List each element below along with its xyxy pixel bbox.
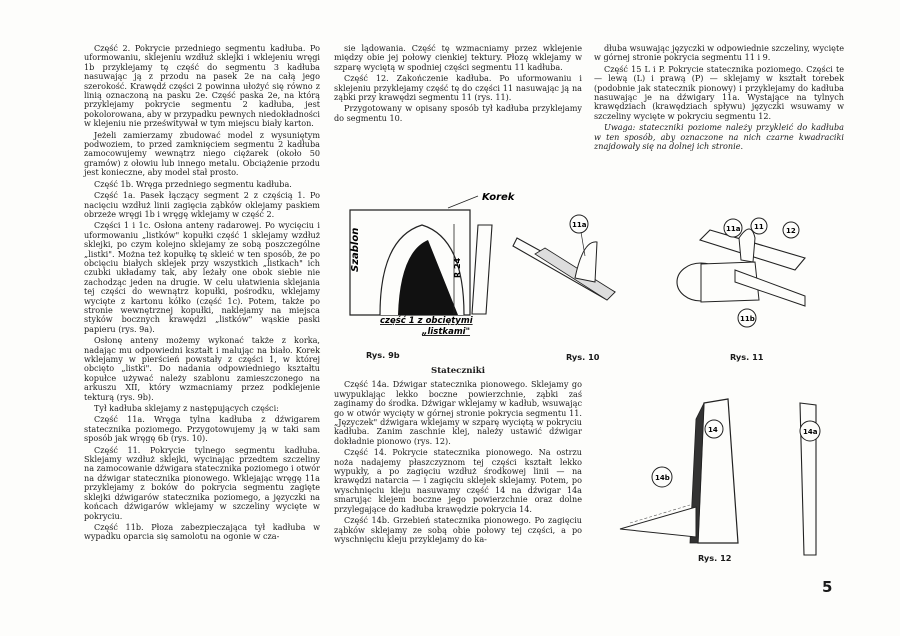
page-number: 5 — [822, 578, 833, 596]
part-label-12: 12 — [786, 227, 796, 235]
text-column-2-bottom — [334, 365, 582, 546]
paragraph: Część 11b. Płoza zabezpieczająca tył kadłuba w wypadku oparcia się samolotu na ogonie w cza- — [84, 521, 320, 542]
paragraph: Część 14b. Grzebień statecznika pionowego. Po zagięciu ząbków sklejamy ze sobą obie połowy tej części, a po wyschnięciu kleju przyklejamy do ka- — [334, 515, 582, 544]
paragraph: Tył kadłuba sklejamy z następujących części: — [94, 403, 279, 414]
paragraph: Osłonę anteny możemy wykonać także z korka, nadając mu odpowiedni kształt i malując na biało. Korek wklejamy w pierścień powstały z części 1, w której obcięto „listki". Do nadania odpowiedniego kształtu kopułce używać należy szablonu zamieszczonego na arkuszu XII, który wzmacniamy przez podklejenie tekturą (rys. 9b). — [84, 335, 320, 402]
text-column-1 — [84, 44, 320, 544]
dimension-label: R 24 — [453, 257, 462, 278]
szablon-label: Szablon — [350, 227, 361, 272]
paragraph: Część 15 L i P. Pokrycie statecznika poziomego. Części te — lewą (L) i prawą (P) — sklejamy w kształt torebek (podobnie jak statecznik pionowy) i przyklejamy do kadłuba nasuwając je na dźwigary 11a. Wystające na tylnych krawędziach (krawędziach spływu) języczki wsuwamy w szczeliny wycięte w pokryciu segmentu 12. — [594, 63, 844, 121]
paragraph: Część 2. Pokrycie przedniego segmentu kadłuba. Po uformowaniu, sklejeniu wzdłuż sklejki i wklejeniu wręgi 1b przyklejamy tę część do segmentu 3 kadłuba nasuwając ją z przodu na pasek 2e na całą jego szerokość. Krawędź części 2 powinna ułożyć się równo z linią oznaczoną na pasku 2e. Część paska 2e, na którą przyklejamy pokrycie segmentu 2 kadłuba, jest pokolorowana, aby w przypadku pewnych niedokładności w klejeniu nie prześwitywał w tym miejscu biały karton. — [84, 43, 320, 129]
part-label-11b: 11b — [740, 315, 755, 323]
figure-10 — [515, 210, 625, 340]
part-label-14: 14 — [708, 426, 718, 434]
note-paragraph: Uwaga: stateczniki poziome należy przykleić do kadłuba w ten sposób, aby oznaczone na nich czarne kwadraciki znajdowały się na dolnej ich stronie. — [594, 122, 844, 152]
figure-9b — [330, 180, 515, 350]
figure-11 — [655, 210, 825, 350]
paragraph: sie lądowania. Część tę wzmacniamy przez wklejenie między obie jej połowy cienkiej tektury. Płozę wklejamy w szparę wyciętą w spodniej części segmentu 11 kadłuba. — [334, 43, 582, 72]
paragraph: Przygotowany w opisany sposób tył kadłuba przyklejamy do segmentu 10. — [334, 103, 582, 123]
text-column-3 — [594, 44, 844, 153]
figure-9b-caption: Rys. 9b — [366, 350, 400, 360]
paragraph: dłuba wsuwając języczki w odpowiednie szczeliny, wycięte w górnej stronie pokrycia segmentu 11 i 9. — [594, 43, 844, 63]
paragraph: Część 1a. Pasek łączący segment 2 z częścią 1. Po nacięciu wzdłuż linii zagięcia ząbków oklejamy paskiem obrzeże wręgi 1b i wręgę wklejamy w część 2. — [84, 190, 320, 219]
paragraph: Część 11a. Wręga tylna kadłuba z dźwigarem statecznika poziomego. Przygotowujemy ją w taki sam sposób jak wręgę 6b (rys. 10). — [84, 414, 320, 444]
part-label-14a: 14a — [803, 428, 818, 436]
section-heading: Stateczniki — [430, 366, 486, 376]
part-label-14b: 14b — [655, 474, 670, 482]
paragraph: Część 14a. Dźwigar statecznika pionowego. Sklejamy go uwypuklając lekko boczne powierzchnie, ząbki zaś zaginamy do środka. Dźwigar wklejamy w kadłub, wsuwając go w otwór wycięty w górnej stronie pokrycia segmentu 11. „Języczek" dźwigara wklejamy w szparę wyciętą w pokryciu kadłuba. Zanim zaschnie klej, należy ustawić dźwigar dokładnie pionowo (rys. 12). — [334, 379, 582, 446]
part-label: 11a — [572, 221, 587, 229]
paragraph: Część 1b. Wręga przedniego segmentu kadłuba. — [94, 178, 292, 189]
text-column-2-top — [334, 44, 582, 125]
figure-11-caption: Rys. 11 — [730, 352, 764, 362]
figure-10-caption: Rys. 10 — [566, 352, 600, 362]
korek-label: Korek — [482, 192, 515, 203]
paragraph: Część 11. Pokrycie tylnego segmentu kadłuba. Sklejamy wzdłuż sklejki, wycinając przedtem szczeliny na zamocowanie dźwigara statecznika poziomego i otwór na dźwigar statecznika pionowego. Wklejając wręgę 11a przyklejamy z boków do pokrycia segmentu zagięte sklejki dźwigarów statecznika poziomego, a języczki na końcach dźwigarów wklejamy w szczeliny wycięte w pokryciu. — [84, 444, 320, 521]
part-label-line1: część 1 z obciętymi — [380, 316, 473, 326]
paragraph: Część 12. Zakończenie kadłuba. Po uformowaniu i sklejeniu przyklejamy część tę do części 11 nasuwając ją na ząbki przy krawędzi segmentu 11 (rys. 11). — [334, 73, 582, 103]
figure-12 — [620, 395, 840, 570]
paragraph: Części 1 i 1c. Osłona anteny radarowej. Po wycięciu i uformowaniu „listków" kopułki część 1 sklejamy wzdłuż sklejki, po czym kolejno sklejamy ze sobą poszczególne „listki". Można też kopułkę tę skleić w ten sposób, że po obcięciu białych sklejek przy wszystkich „listkach" ich czubki układamy tak, aby leżały one obok siebie nie zachodząc jeden na drugie. W celu ułatwienia sklejania tej części do wewnątrz kopułki, pośrodku, wklejamy wycięte z kartonu kółko (część 1c). Potem, także po stronie wewnętrznej kopułki, naklejamy na miejsca styków bocznych krawędzi „listków" wąskie paski papieru (rys. 9a). — [84, 220, 320, 334]
part-label-11a: 11a — [726, 225, 741, 233]
paragraph: Jeżeli zamierzamy zbudować model z wysuniętym podwoziem, to przed zamknięciem segmentu 2 kadłuba zamocowujemy wewnątrz niego ciężarek (około 50 gramów) z ołowiu lub innego metalu. Obciążenie przodu jest konieczne, aby model stał prosto. — [84, 129, 320, 178]
part-label-line2: „listkami" — [422, 327, 471, 337]
part-label-11: 11 — [754, 223, 764, 231]
figure-12-caption: Rys. 12 — [698, 553, 732, 563]
paragraph: Część 14. Pokrycie statecznika pionowego. Na ostrzu noża nadajemy płaszczyznom tej części kształt lekko wypukły, a po zagięciu wzdłuż środkowej linii — na krawędzi natarcia — i zagięciu sklejek sklejamy. Potem, po wyschnięciu kleju nasuwamy część 14 na dźwigar 14a smarując klejem boczne jego powierzchnie oraz dolne przylegające do kadłuba krawędzie pokrycia 14. — [334, 447, 582, 514]
